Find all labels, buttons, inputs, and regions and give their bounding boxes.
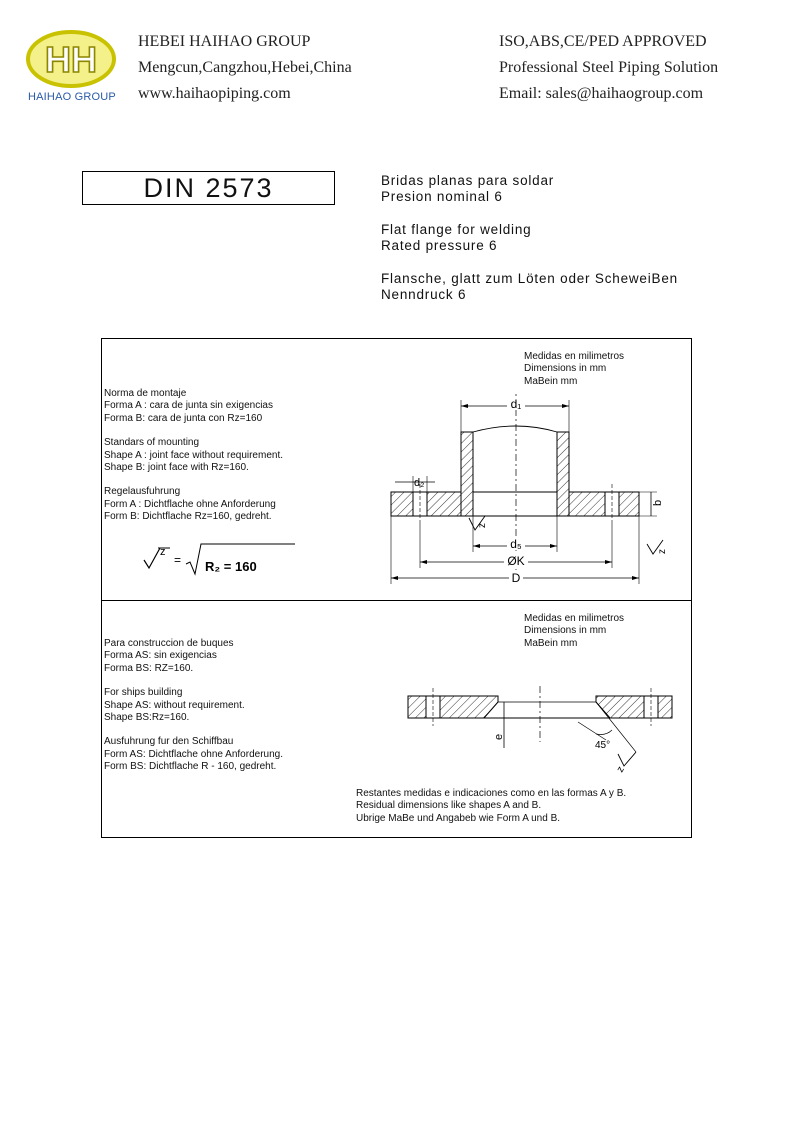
ships-shape-bs-en: Shape BS:Rz=160. bbox=[104, 712, 190, 724]
label-k: ØK bbox=[507, 554, 525, 568]
mounting-shape-b-en: Shape B: joint face with Rz=160. bbox=[104, 462, 249, 474]
mounting-shape-a-en: Shape A : joint face without requirement. bbox=[104, 449, 283, 461]
mounting-shape-a-es: Forma A : cara de junta sin exigencias bbox=[104, 400, 273, 412]
ships-shape-as-en: Shape AS: without requirement. bbox=[104, 699, 245, 711]
ships-heading-es: Para construccion de buques bbox=[104, 638, 234, 649]
units-en: Dimensions in mm bbox=[524, 363, 607, 375]
header-left bbox=[138, 29, 352, 107]
mounting-shape-b-de: Form B: Dichtflache Rz=160, gedreht. bbox=[104, 511, 272, 523]
label-d1: d₁ bbox=[510, 397, 522, 411]
roughness-formula bbox=[140, 540, 300, 580]
formula-equals: = bbox=[174, 553, 182, 567]
label-z-ship: z bbox=[614, 764, 627, 775]
company-name: HEBEI HAIHAO GROUP bbox=[138, 33, 311, 50]
label-z-center: z bbox=[477, 523, 488, 528]
mounting-heading-de: Regelausfuhrung bbox=[104, 486, 181, 498]
mounting-shape-a-de: Form A : Dichtflache ohne Anforderung bbox=[104, 498, 276, 510]
roughness-symbol-icon bbox=[144, 548, 160, 568]
section1-units bbox=[524, 351, 624, 388]
label-d: D bbox=[511, 571, 521, 585]
flange-drawing-ship bbox=[400, 682, 685, 782]
description-de-line1: Flansche, glatt zum Löten oder ScheweiBen bbox=[381, 271, 678, 286]
units2-es: Medidas en milimetros bbox=[524, 613, 625, 624]
mounting-heading-es: Norma de montaje bbox=[104, 388, 187, 399]
formula-rhs: R₂ = 160 bbox=[205, 559, 257, 574]
ships-shape-as-es: Forma AS: sin exigencias bbox=[104, 650, 217, 662]
mounting-shape-b-es: Forma B: cara de junta con Rz=160 bbox=[104, 412, 263, 424]
standard-title: DIN 2573 bbox=[82, 171, 335, 205]
logo-caption: HAIHAO GROUP bbox=[28, 91, 116, 103]
section2-notes bbox=[104, 638, 283, 774]
certifications: ISO,ABS,CE/PED APPROVED bbox=[499, 33, 707, 50]
logo-letters: HH bbox=[45, 39, 97, 80]
section1-notes bbox=[104, 388, 283, 524]
label-e: e bbox=[493, 733, 505, 740]
description-en-line2: Rated pressure 6 bbox=[381, 238, 498, 253]
header-right bbox=[499, 29, 718, 107]
company-website: www.haihaopiping.com bbox=[138, 85, 291, 102]
units2-de: MaBein mm bbox=[524, 637, 578, 649]
description-es-line1: Bridas planas para soldar bbox=[381, 173, 555, 188]
footnote-en: Residual dimensions like shapes A and B. bbox=[356, 800, 542, 812]
section2-units bbox=[524, 613, 624, 650]
description-es-line2: Presion nominal 6 bbox=[381, 189, 503, 204]
roughness-mark-ship-icon bbox=[618, 752, 636, 766]
label-d5: d₅ bbox=[510, 537, 522, 551]
mounting-heading-en: Standars of mounting bbox=[104, 437, 200, 449]
units-es: Medidas en milimetros bbox=[524, 351, 625, 362]
label-d2: d₂ bbox=[414, 477, 425, 489]
description-en-line1: Flat flange for welding bbox=[381, 222, 532, 237]
company-address: Mengcun,Cangzhou,Hebei,China bbox=[138, 59, 352, 76]
ships-shape-bs-es: Forma BS: RZ=160. bbox=[104, 662, 194, 674]
ships-heading-en: For ships building bbox=[104, 687, 183, 699]
section2-footnotes bbox=[356, 788, 626, 825]
standard-descriptions bbox=[381, 173, 678, 303]
footnote-es: Restantes medidas e indicaciones como en las formas A y B. bbox=[356, 788, 627, 799]
section-divider bbox=[101, 600, 692, 601]
units-de: MaBein mm bbox=[524, 375, 578, 387]
company-logo bbox=[24, 30, 119, 106]
units2-en: Dimensions in mm bbox=[524, 625, 607, 637]
flange-drawing-a bbox=[385, 392, 685, 592]
ships-shape-bs-de: Form BS: Dichtflache R - 160, gedreht. bbox=[104, 761, 277, 773]
ships-heading-de: Ausfuhrung fur den Schiffbau bbox=[104, 736, 234, 748]
description-de-line2: Nenndruck 6 bbox=[381, 287, 467, 302]
label-z-side: z bbox=[657, 549, 668, 554]
label-b: b bbox=[652, 499, 664, 506]
ships-shape-as-de: Form AS: Dichtflache ohne Anforderung. bbox=[104, 748, 283, 760]
footnote-de: Ubrige MaBe und Angabeb wie Form A und B. bbox=[356, 812, 561, 824]
label-angle: 45° bbox=[595, 740, 611, 751]
company-slogan: Professional Steel Piping Solution bbox=[499, 59, 719, 76]
formula-z: z bbox=[160, 546, 166, 558]
company-email: Email: sales@haihaogroup.com bbox=[499, 85, 704, 102]
